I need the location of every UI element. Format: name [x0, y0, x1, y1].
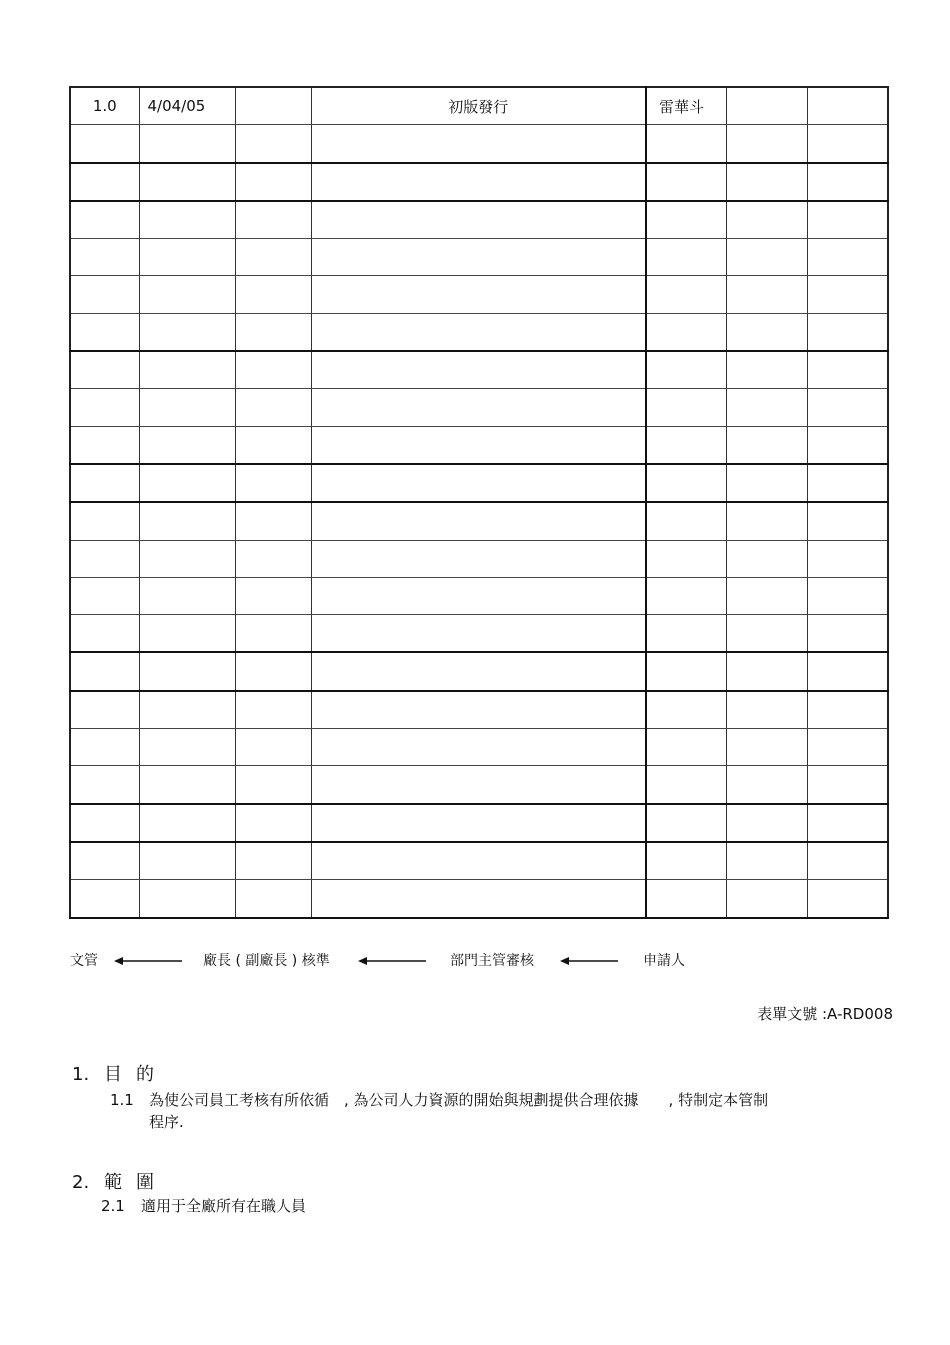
blank-cell — [726, 842, 807, 880]
author-cell — [646, 502, 726, 540]
blank-cell — [235, 880, 311, 918]
table-row — [70, 842, 888, 880]
author-cell — [646, 804, 726, 842]
blank-cell — [726, 652, 807, 690]
date-cell — [139, 426, 235, 464]
blank-cell — [726, 87, 807, 125]
blank-cell — [235, 540, 311, 577]
section-number: 2. — [72, 1172, 90, 1193]
section-1-heading — [72, 1060, 168, 1086]
flow-step-department-head-review: 部門主管審核 — [450, 953, 534, 969]
blank-cell — [726, 464, 807, 502]
date-cell — [139, 880, 235, 918]
blank-cell — [726, 804, 807, 842]
blank-cell — [807, 464, 888, 502]
blank-cell — [235, 804, 311, 842]
description-cell: 初版發行 — [311, 87, 646, 125]
table-row — [70, 389, 888, 426]
blank-cell — [807, 351, 888, 389]
revision-history-table — [69, 86, 889, 919]
blank-cell — [726, 880, 807, 918]
version-cell — [70, 239, 139, 276]
description-cell — [311, 201, 646, 239]
date-cell — [139, 691, 235, 729]
blank-cell — [726, 276, 807, 313]
table-row — [70, 766, 888, 804]
author-cell: 雷華斗 — [646, 87, 726, 125]
author-cell — [646, 691, 726, 729]
left-arrow-icon — [114, 955, 182, 967]
description-cell — [311, 615, 646, 653]
version-cell — [70, 389, 139, 426]
blank-cell — [235, 351, 311, 389]
table-row — [70, 201, 888, 239]
version-cell — [70, 313, 139, 351]
version-cell — [70, 842, 139, 880]
author-cell — [646, 842, 726, 880]
description-cell — [311, 313, 646, 351]
section-number: 1. — [72, 1064, 90, 1085]
blank-cell — [235, 426, 311, 464]
date-cell: 4/04/05 — [139, 87, 235, 125]
section-2-item — [101, 1195, 701, 1219]
blank-cell — [807, 87, 888, 125]
table-row — [70, 880, 888, 918]
blank-cell — [726, 426, 807, 464]
blank-cell — [235, 577, 311, 614]
blank-cell — [235, 652, 311, 690]
description-cell — [311, 766, 646, 804]
version-cell — [70, 691, 139, 729]
author-cell — [646, 615, 726, 653]
blank-cell — [235, 125, 311, 163]
version-cell — [70, 729, 139, 766]
version-cell — [70, 652, 139, 690]
blank-cell — [726, 502, 807, 540]
description-cell — [311, 652, 646, 690]
version-cell — [70, 804, 139, 842]
table-row — [70, 239, 888, 276]
blank-cell — [726, 389, 807, 426]
blank-cell — [726, 125, 807, 163]
date-cell — [139, 804, 235, 842]
author-cell — [646, 351, 726, 389]
version-cell — [70, 766, 139, 804]
section-2-heading — [72, 1168, 168, 1194]
blank-cell — [726, 615, 807, 653]
section-title: 目的 — [104, 1064, 168, 1085]
date-cell — [139, 276, 235, 313]
table-row — [70, 426, 888, 464]
table-row — [70, 313, 888, 351]
blank-cell — [235, 201, 311, 239]
date-cell — [139, 389, 235, 426]
version-cell — [70, 615, 139, 653]
table-row — [70, 276, 888, 313]
blank-cell — [807, 652, 888, 690]
author-cell — [646, 313, 726, 351]
blank-cell — [235, 464, 311, 502]
description-cell — [311, 842, 646, 880]
description-cell — [311, 729, 646, 766]
table-row — [70, 540, 888, 577]
flow-step-document-control: 文管 — [70, 953, 98, 969]
blank-cell — [726, 691, 807, 729]
author-cell — [646, 389, 726, 426]
version-cell — [70, 502, 139, 540]
description-cell — [311, 502, 646, 540]
version-cell — [70, 351, 139, 389]
blank-cell — [807, 540, 888, 577]
table-row — [70, 464, 888, 502]
description-cell — [311, 163, 646, 201]
blank-cell — [235, 842, 311, 880]
author-cell — [646, 125, 726, 163]
description-cell — [311, 691, 646, 729]
blank-cell — [807, 842, 888, 880]
blank-cell — [807, 201, 888, 239]
blank-cell — [807, 766, 888, 804]
date-cell — [139, 540, 235, 577]
date-cell — [139, 125, 235, 163]
description-cell — [311, 351, 646, 389]
date-cell — [139, 729, 235, 766]
author-cell — [646, 652, 726, 690]
blank-cell — [726, 351, 807, 389]
author-cell — [646, 766, 726, 804]
version-cell: 1.0 — [70, 87, 139, 125]
blank-cell — [726, 766, 807, 804]
author-cell — [646, 729, 726, 766]
author-cell — [646, 577, 726, 614]
date-cell — [139, 163, 235, 201]
date-cell — [139, 842, 235, 880]
blank-cell — [235, 615, 311, 653]
blank-cell — [807, 729, 888, 766]
date-cell — [139, 464, 235, 502]
description-cell — [311, 577, 646, 614]
form-number: 表單文號 :A-RD008 — [757, 1005, 893, 1023]
item-text: 適用于全廠所有在職人員 — [141, 1197, 307, 1215]
section-title: 範圍 — [104, 1172, 168, 1193]
flow-step-applicant: 申請人 — [643, 953, 685, 969]
version-cell — [70, 464, 139, 502]
table-row — [70, 125, 888, 163]
left-arrow-icon — [560, 955, 618, 967]
blank-cell — [235, 502, 311, 540]
version-cell — [70, 163, 139, 201]
version-cell — [70, 540, 139, 577]
description-cell — [311, 276, 646, 313]
blank-cell — [235, 276, 311, 313]
section-1-item — [110, 1089, 900, 1135]
description-cell — [311, 125, 646, 163]
blank-cell — [726, 577, 807, 614]
blank-cell — [807, 163, 888, 201]
table-row — [70, 351, 888, 389]
left-arrow-icon — [358, 955, 426, 967]
description-cell — [311, 389, 646, 426]
table-row — [70, 502, 888, 540]
version-cell — [70, 577, 139, 614]
blank-cell — [235, 729, 311, 766]
approval-flow — [0, 950, 950, 972]
blank-cell — [807, 426, 888, 464]
blank-cell — [726, 239, 807, 276]
blank-cell — [726, 201, 807, 239]
date-cell — [139, 351, 235, 389]
date-cell — [139, 239, 235, 276]
blank-cell — [807, 615, 888, 653]
blank-cell — [235, 239, 311, 276]
date-cell — [139, 577, 235, 614]
blank-cell — [807, 804, 888, 842]
version-cell — [70, 880, 139, 918]
table-row — [70, 615, 888, 653]
author-cell — [646, 276, 726, 313]
date-cell — [139, 615, 235, 653]
version-cell — [70, 125, 139, 163]
description-cell — [311, 540, 646, 577]
blank-cell — [235, 163, 311, 201]
author-cell — [646, 163, 726, 201]
table-row — [70, 691, 888, 729]
date-cell — [139, 652, 235, 690]
blank-cell — [726, 729, 807, 766]
item-text-line: 為使公司員工考核有所依循 , 為公司人力資源的開始與規劃提供合理依據 , 特制定本管制 — [149, 1091, 769, 1109]
item-text-line: 程序. — [149, 1113, 184, 1131]
table-row — [70, 87, 888, 125]
author-cell — [646, 426, 726, 464]
blank-cell — [807, 502, 888, 540]
version-cell — [70, 426, 139, 464]
date-cell — [139, 313, 235, 351]
blank-cell — [807, 313, 888, 351]
blank-cell — [807, 239, 888, 276]
author-cell — [646, 540, 726, 577]
version-cell — [70, 201, 139, 239]
blank-cell — [807, 880, 888, 918]
author-cell — [646, 201, 726, 239]
item-number: 1.1 — [110, 1091, 134, 1109]
table-row — [70, 577, 888, 614]
description-cell — [311, 239, 646, 276]
blank-cell — [235, 766, 311, 804]
description-cell — [311, 464, 646, 502]
date-cell — [139, 201, 235, 239]
date-cell — [139, 502, 235, 540]
description-cell — [311, 804, 646, 842]
blank-cell — [807, 691, 888, 729]
blank-cell — [807, 125, 888, 163]
blank-cell — [235, 691, 311, 729]
blank-cell — [235, 313, 311, 351]
blank-cell — [726, 163, 807, 201]
item-number: 2.1 — [101, 1197, 125, 1215]
blank-cell — [807, 577, 888, 614]
version-cell — [70, 276, 139, 313]
blank-cell — [807, 389, 888, 426]
table-row — [70, 163, 888, 201]
author-cell — [646, 880, 726, 918]
author-cell — [646, 464, 726, 502]
flow-step-factory-director-approval: 廠長 ( 副廠長 ) 核準 — [203, 953, 330, 969]
blank-cell — [807, 276, 888, 313]
table-row — [70, 652, 888, 690]
date-cell — [139, 766, 235, 804]
table-row — [70, 804, 888, 842]
table-row — [70, 729, 888, 766]
blank-cell — [726, 540, 807, 577]
author-cell — [646, 239, 726, 276]
description-cell — [311, 426, 646, 464]
blank-cell — [235, 389, 311, 426]
blank-cell — [726, 313, 807, 351]
description-cell — [311, 880, 646, 918]
blank-cell — [235, 87, 311, 125]
